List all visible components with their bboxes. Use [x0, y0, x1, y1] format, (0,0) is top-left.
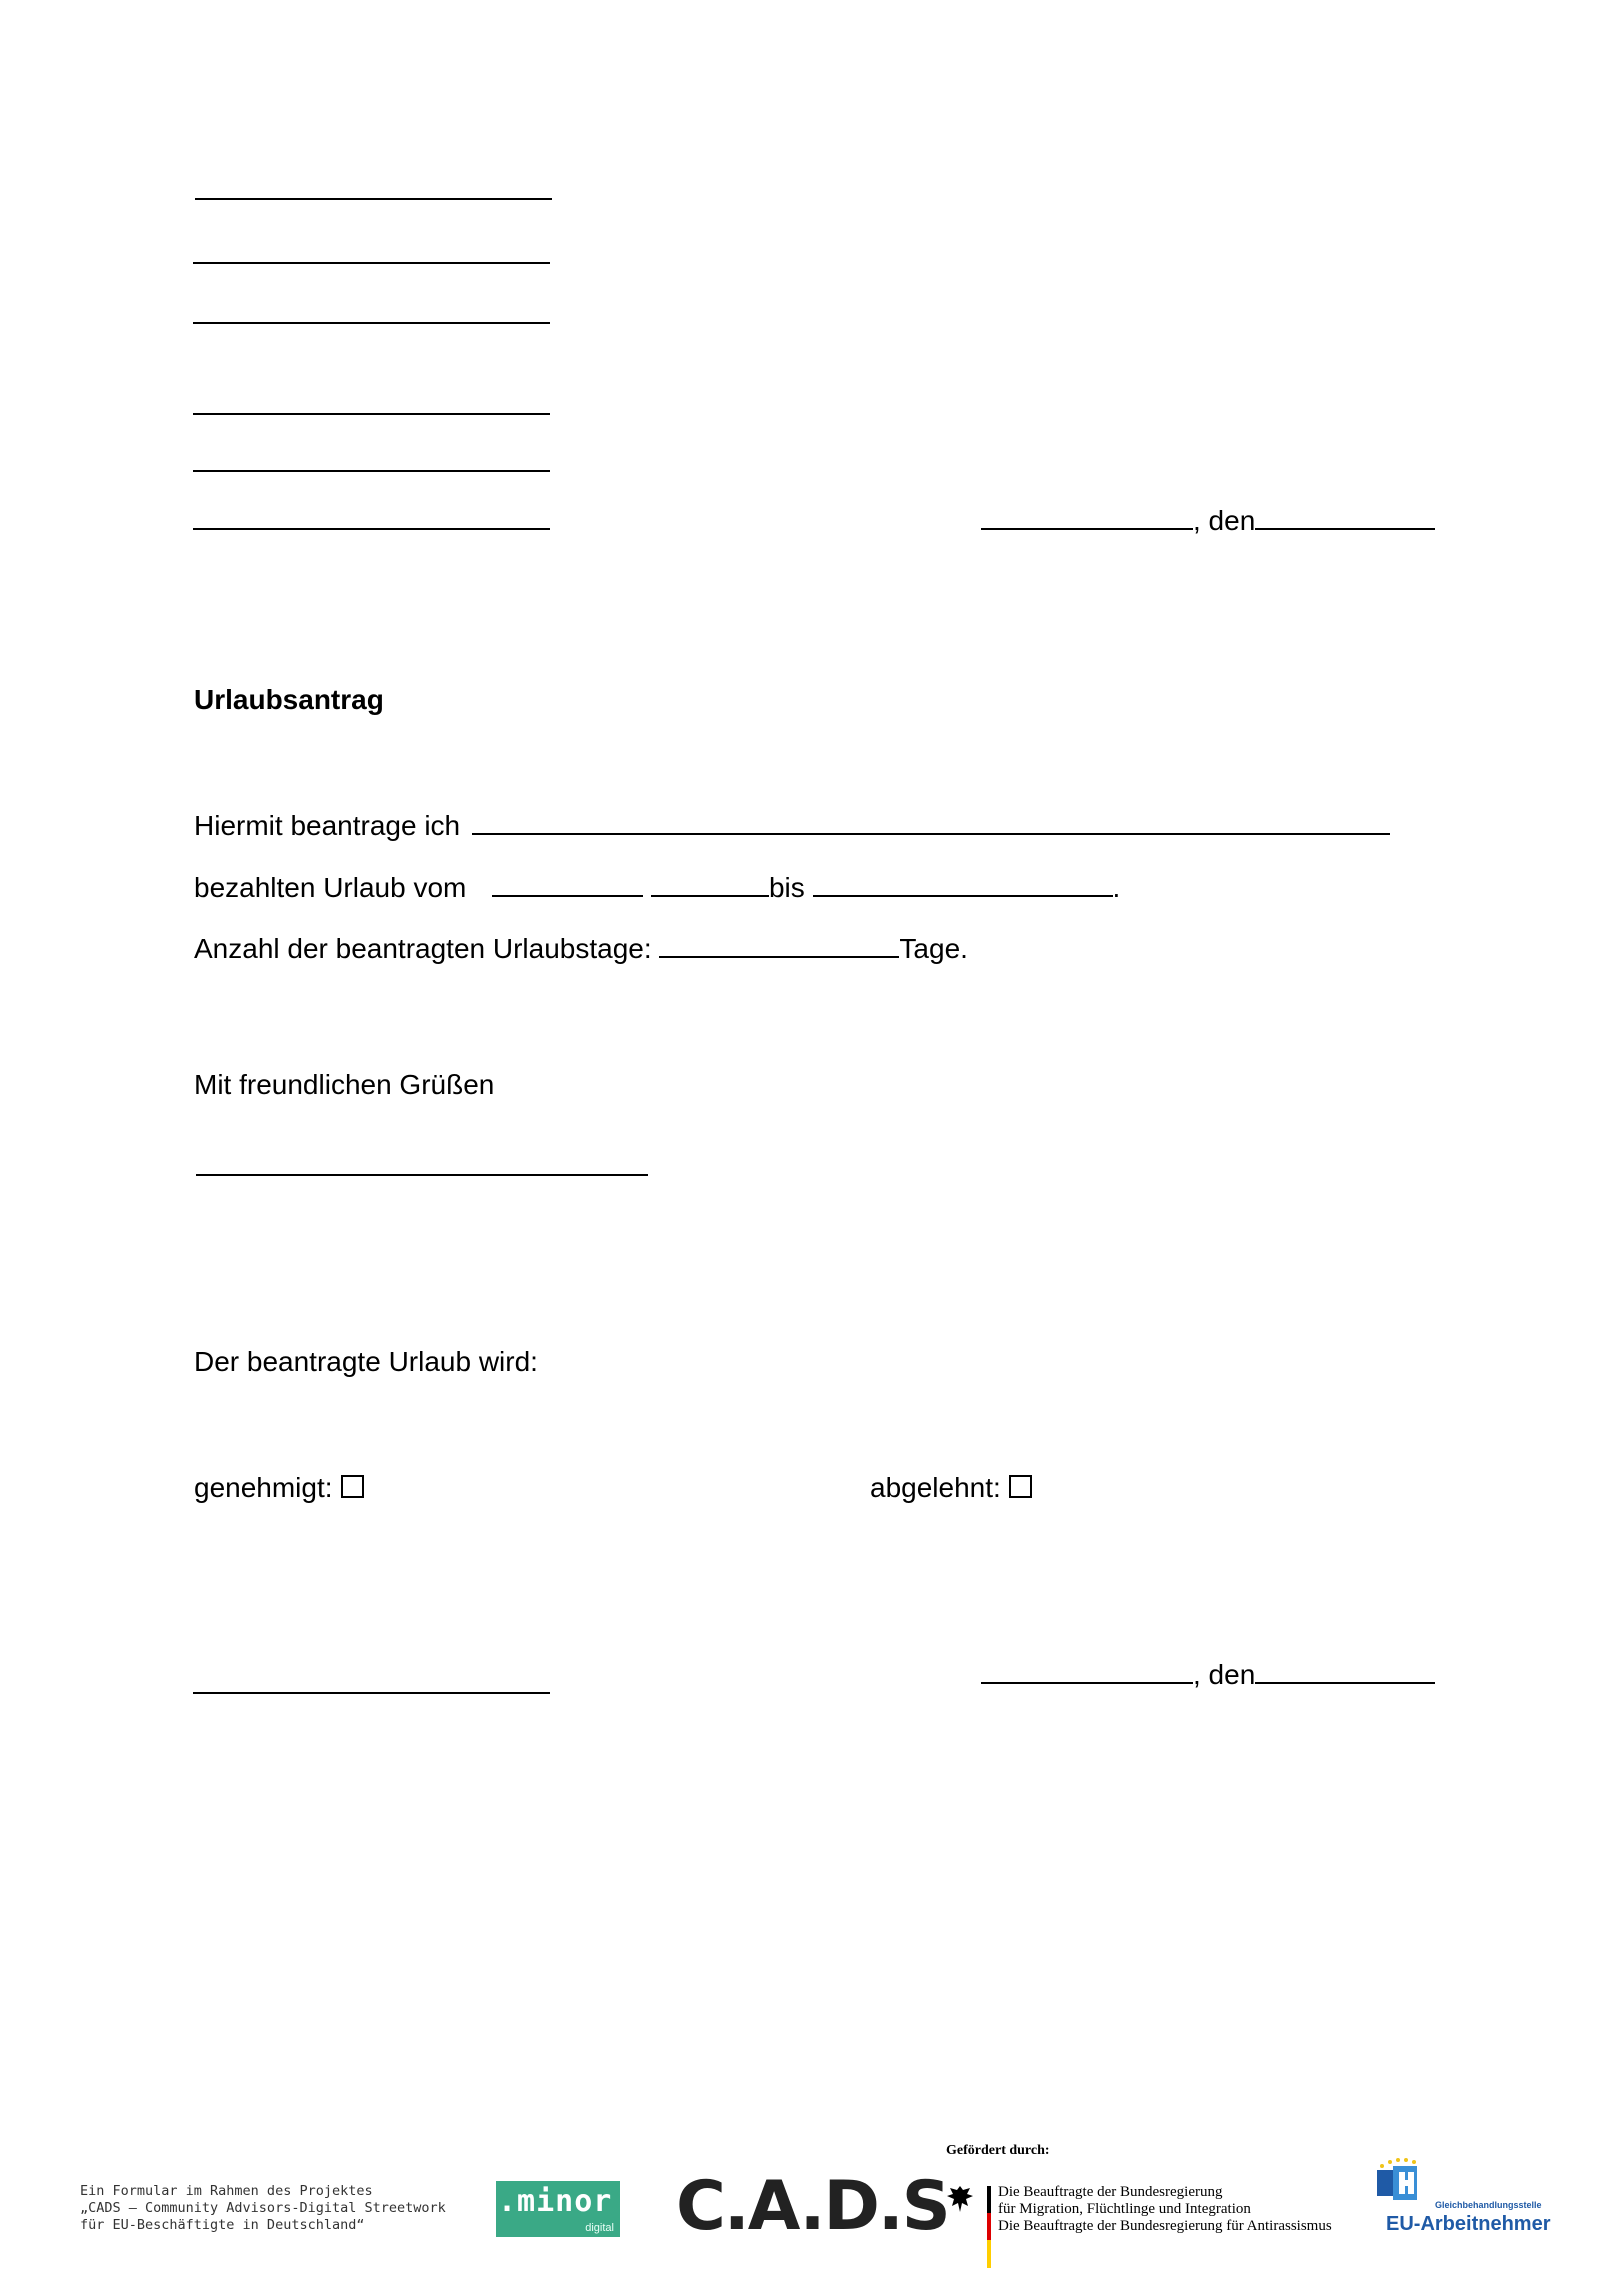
vacation-days-field[interactable] [659, 930, 899, 958]
minor-logo-sub: digital [585, 2222, 614, 2234]
request-line-2-label: bezahlten Urlaub vom [194, 872, 467, 903]
flag-red-stripe [987, 2213, 991, 2240]
approved-option [194, 1471, 364, 1505]
german-flag-bar [987, 2186, 991, 2268]
closing-text: Mit freundlichen Grüßen [194, 1069, 495, 1100]
request-line-2-end: . [1112, 872, 1121, 903]
minor-digital-logo [496, 2181, 620, 2237]
decision-prompt: Der beantragte Urlaub wird: [194, 1346, 538, 1377]
project-note-line-2: „CADS – Community Advisors-Digital Streetwork [80, 2200, 446, 2216]
date-field-bottom[interactable] [1255, 1656, 1435, 1684]
minor-logo-main: .minor [498, 2184, 613, 2219]
sender-address-line-1[interactable] [195, 198, 552, 200]
funded-by-label: Gefördert durch: [946, 2143, 1050, 2158]
request-line-1 [194, 807, 1390, 843]
request-line-2 [194, 869, 1120, 905]
rejected-option [870, 1471, 1032, 1505]
approved-label: genehmigt: [194, 1472, 333, 1503]
approver-signature-line[interactable] [193, 1692, 550, 1694]
requester-name-field[interactable] [472, 807, 1390, 835]
request-line-3-label: Anzahl der beantragten Urlaubstage: [194, 933, 652, 964]
eu-arbeitnehmer-logo-icon [1374, 2156, 1424, 2206]
eu-logo-small-text: Gleichbehandlungsstelle [1435, 2200, 1542, 2210]
vacation-start-field-a[interactable] [492, 869, 643, 897]
place-field-top[interactable] [981, 502, 1193, 530]
project-note [80, 2183, 446, 2234]
request-line-1-label: Hiermit beantrage ich [194, 810, 461, 841]
sender-address-line-3[interactable] [193, 322, 550, 324]
date-field-top[interactable] [1255, 502, 1435, 530]
recipient-address-line-2[interactable] [193, 470, 550, 472]
gov-line-3: Die Beauftragte der Bundesregierung für Antirassismus [998, 2218, 1332, 2234]
flag-gold-stripe [987, 2240, 991, 2268]
place-field-bottom[interactable] [981, 1656, 1193, 1684]
project-note-line-3: für EU-Beschäftigte in Deutschland“ [80, 2217, 365, 2233]
approved-checkbox[interactable] [341, 1475, 364, 1498]
place-date-suffix-bottom: , den [1193, 1659, 1256, 1690]
rejected-label: abgelehnt: [870, 1472, 1001, 1503]
gov-line-2: für Migration, Flüchtlinge und Integration [998, 2201, 1251, 2217]
project-note-line-1: Ein Formular im Rahmen des Projektes [80, 2183, 373, 2199]
request-line-3 [194, 930, 968, 966]
federal-eagle-icon [946, 2184, 974, 2214]
flag-black-stripe [987, 2186, 991, 2213]
place-date-top [981, 502, 1435, 538]
place-date-bottom [981, 1656, 1435, 1692]
rejected-checkbox[interactable] [1009, 1475, 1032, 1498]
signature-line[interactable] [196, 1174, 648, 1176]
recipient-address-line-1[interactable] [193, 413, 550, 415]
vacation-end-field[interactable] [813, 869, 1113, 897]
sender-address-line-2[interactable] [193, 262, 550, 264]
gov-line-1: Die Beauftragte der Bundesregierung [998, 2184, 1223, 2200]
recipient-address-line-3[interactable] [193, 528, 550, 530]
eu-logo-main-text: EU-Arbeitnehmer [1386, 2213, 1551, 2235]
cads-logo: C.A.D.S [676, 2167, 949, 2246]
form-title: Urlaubsantrag [194, 684, 384, 715]
request-line-2-bis: bis [768, 872, 805, 903]
vacation-start-field-b[interactable] [651, 869, 769, 897]
place-date-suffix-top: , den [1193, 505, 1256, 536]
request-line-3-suffix: Tage. [899, 933, 968, 964]
